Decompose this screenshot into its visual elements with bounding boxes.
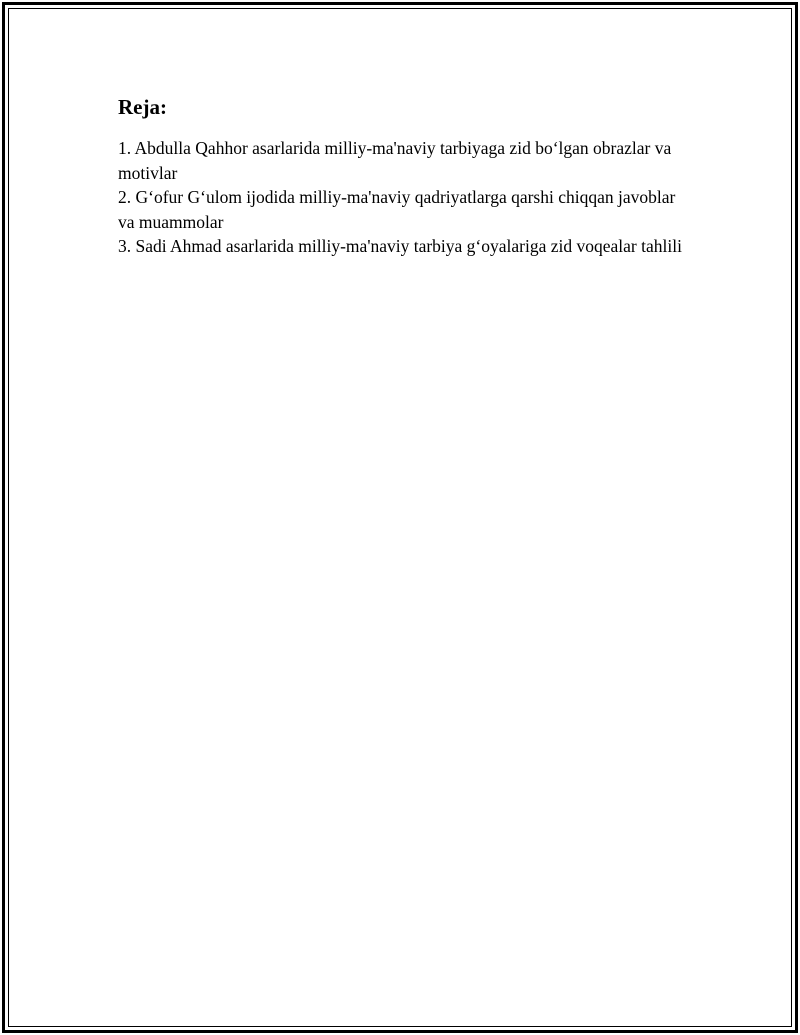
- plan-list: [118, 136, 688, 259]
- plan-item-1: 1. Abdulla Qahhor asarlarida milliy-ma'naviy tarbiyaga zid bo‘lgan obrazlar va motivlar: [118, 138, 672, 183]
- document-body: [118, 93, 688, 259]
- plan-item-3: 3. Sadi Ahmad asarlarida milliy-ma'naviy tarbiya g‘oyalariga zid voqealar tahlili: [118, 236, 682, 256]
- plan-item-2: 2. G‘ofur G‘ulom ijodida milliy-ma'naviy qadriyatlarga qarshi chiqqan javoblar va muammolar: [118, 187, 676, 232]
- plan-heading: Reja:: [118, 95, 167, 119]
